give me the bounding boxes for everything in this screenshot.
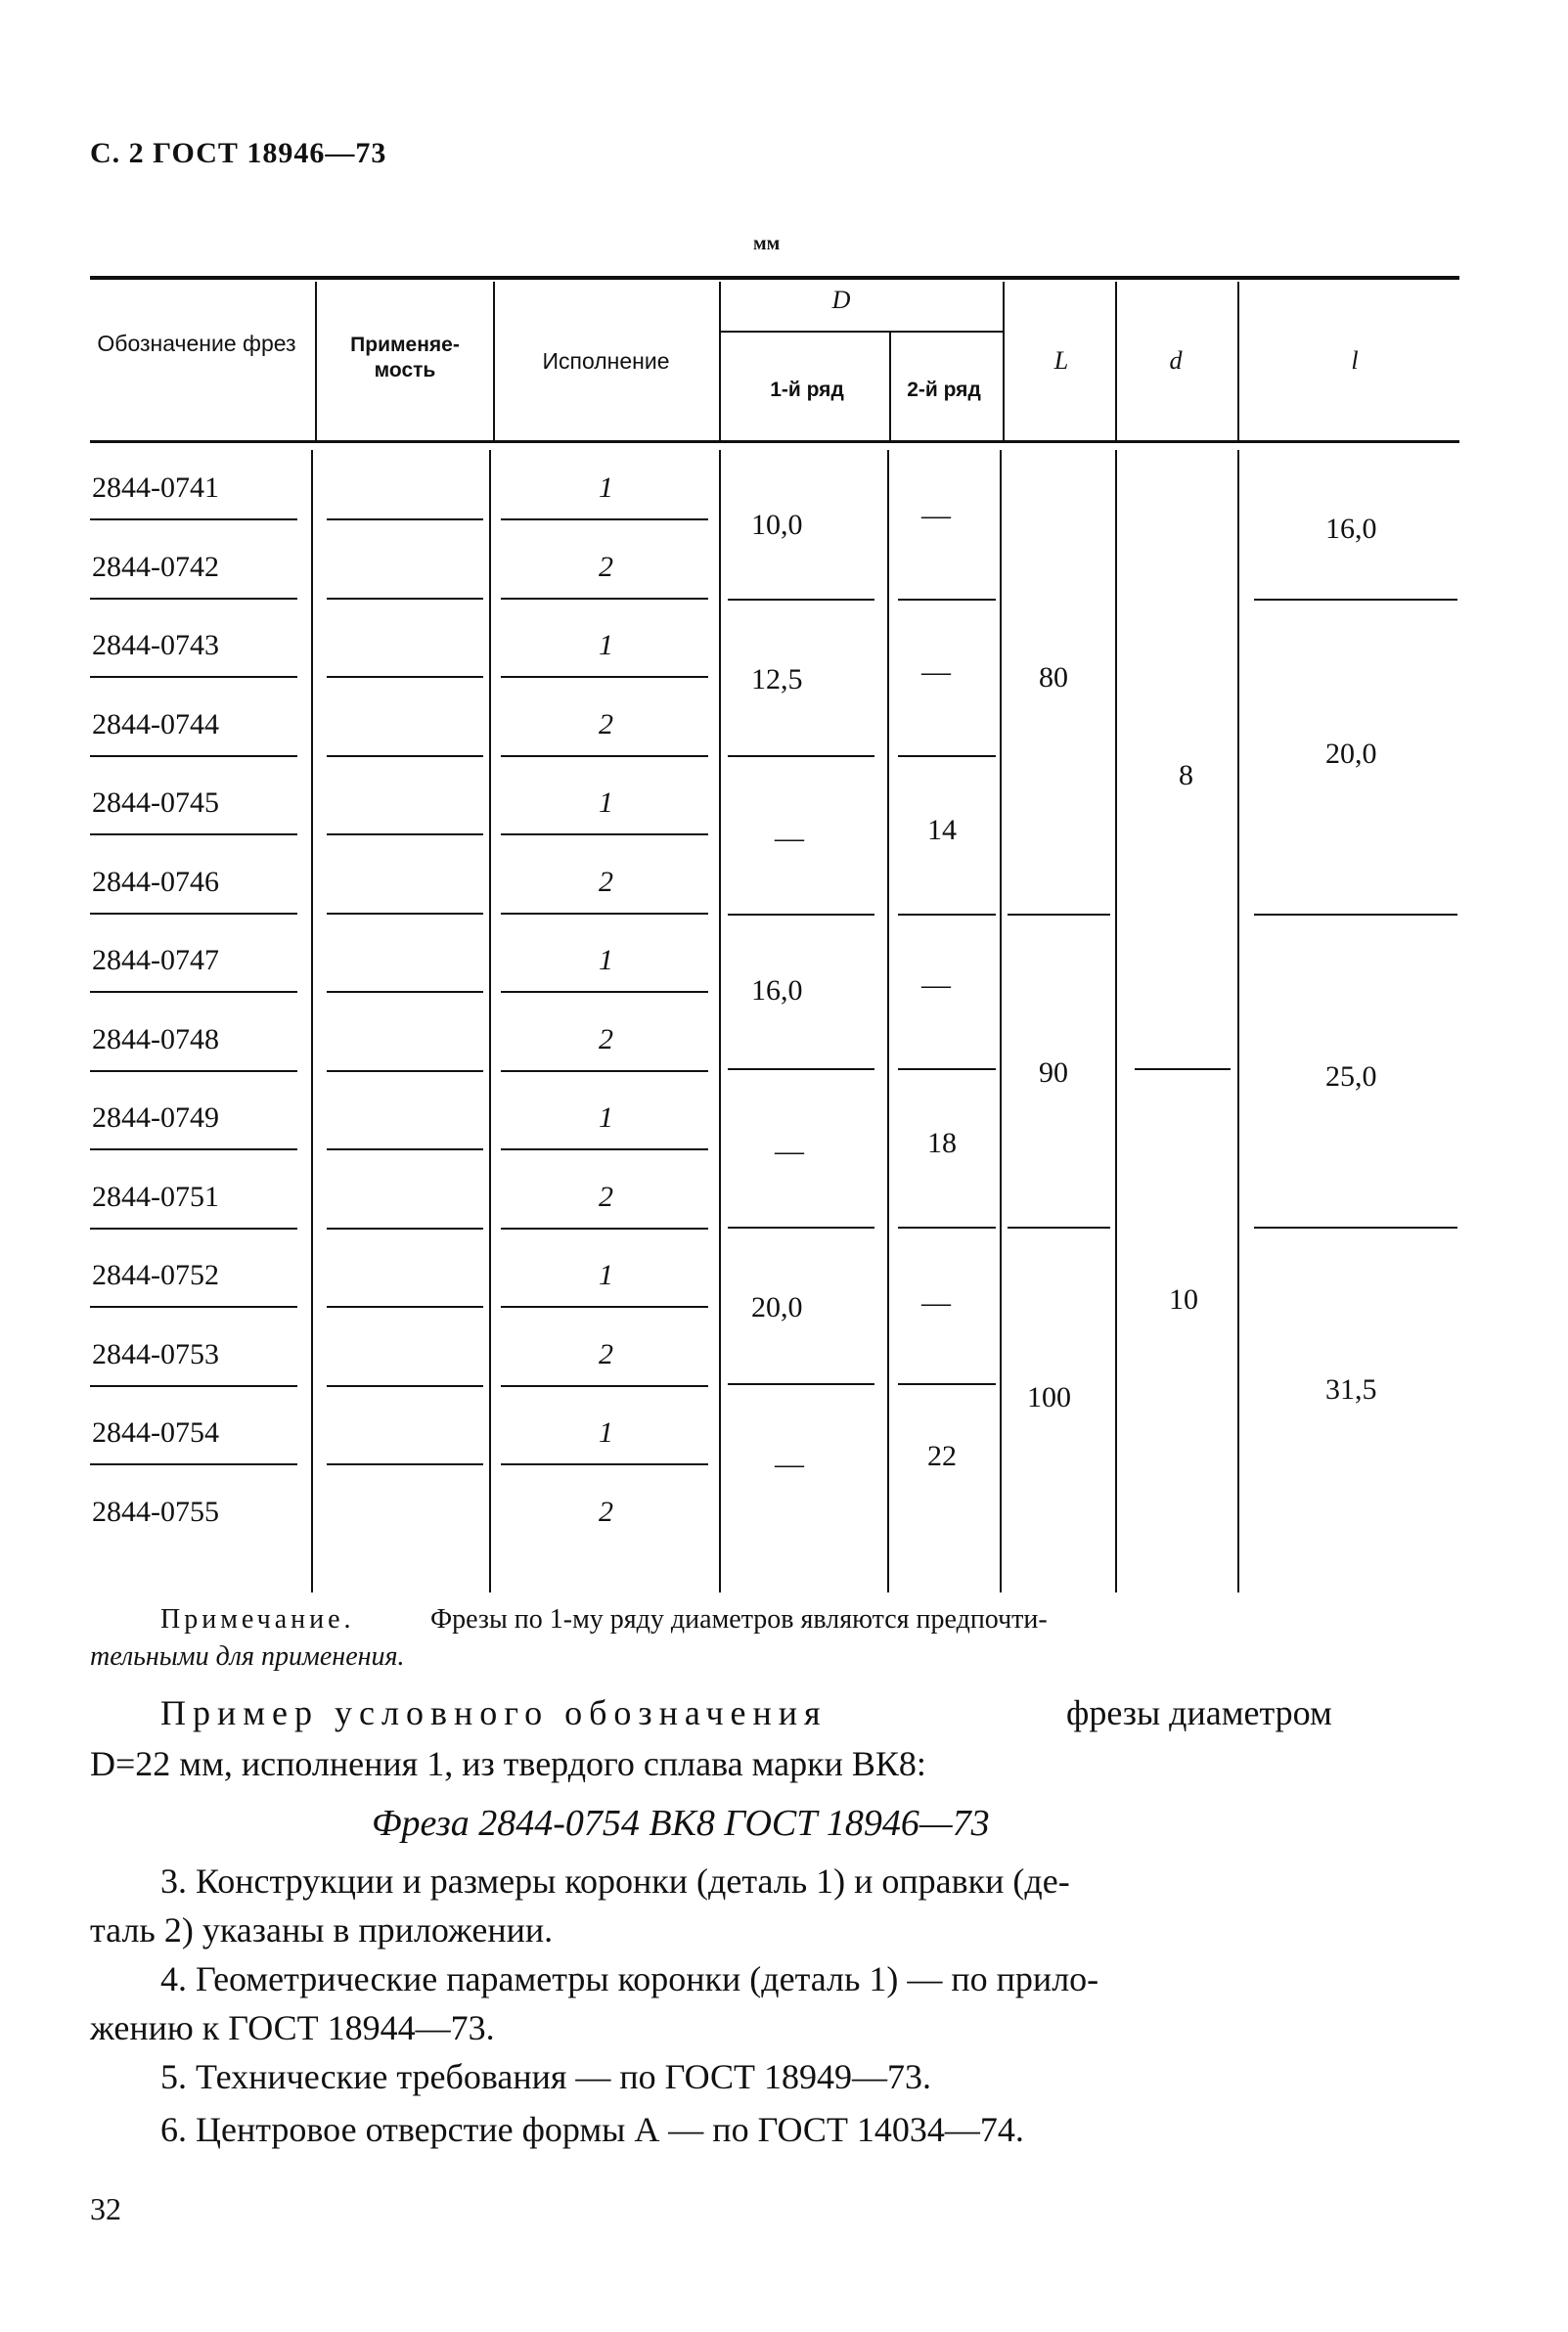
row-rule <box>501 598 708 600</box>
cell-rule <box>898 599 996 601</box>
d1-cell: 20,0 <box>751 1291 803 1323</box>
table-row-code: 2844-0747 <box>92 944 219 976</box>
cell-rule <box>1254 914 1457 916</box>
table-row-version: 1 <box>599 786 613 819</box>
row-rule <box>501 1228 708 1230</box>
l-cell: 16,0 <box>1325 513 1377 545</box>
l-cell: 20,0 <box>1325 738 1377 770</box>
col-divider <box>719 282 721 440</box>
d1-cell: — <box>775 1448 804 1480</box>
col-divider <box>1237 282 1239 440</box>
cell-rule <box>898 1227 996 1229</box>
table-row-code: 2844-0755 <box>92 1496 219 1528</box>
cell-rule <box>728 914 874 916</box>
cell-rule <box>728 1383 874 1385</box>
example-text-continuation: D=22 мм, исполнения 1, из твердого сплава марки ВК8: <box>90 1744 926 1783</box>
cell-rule <box>898 1068 996 1070</box>
row-rule <box>501 676 708 678</box>
d-cell: 8 <box>1179 759 1193 791</box>
row-rule <box>327 1070 483 1072</box>
table-row-version: 2 <box>599 708 613 740</box>
row-rule <box>90 833 297 835</box>
page-number: 32 <box>90 2191 121 2226</box>
table-row-code: 2844-0749 <box>92 1101 219 1134</box>
col-divider <box>493 282 495 440</box>
row-rule <box>90 913 297 915</box>
row-rule <box>90 1228 297 1230</box>
cell-rule <box>1254 599 1457 601</box>
note-text-continuation: тельными для применения. <box>90 1641 405 1672</box>
unit-label: мм <box>753 233 781 254</box>
row-rule <box>327 1463 483 1465</box>
row-rule <box>327 1228 483 1230</box>
col-divider <box>1115 450 1117 1592</box>
table-row-version: 1 <box>599 629 613 661</box>
cell-rule <box>728 1068 874 1070</box>
item-4: 4. Геометрические параметры коронки (деталь 1) — по прило- <box>160 1959 1099 1998</box>
col-divider <box>1000 450 1002 1592</box>
d1-cell: — <box>775 822 804 854</box>
L-cell: 90 <box>1039 1056 1068 1089</box>
table-row-version: 1 <box>599 1101 613 1134</box>
cell-rule <box>728 1227 874 1229</box>
col-divider <box>311 450 313 1592</box>
cell-rule <box>1008 914 1110 916</box>
header-d: d <box>1169 346 1183 375</box>
row-rule <box>90 1148 297 1150</box>
row-rule <box>501 833 708 835</box>
row-rule <box>327 991 483 993</box>
cell-rule <box>728 599 874 601</box>
table-row-version: 2 <box>599 1496 613 1528</box>
col-divider <box>1003 282 1005 440</box>
d1-cell: 10,0 <box>751 509 803 541</box>
col-divider <box>315 282 317 440</box>
header-L: L <box>1053 346 1069 375</box>
row-rule <box>327 1385 483 1387</box>
example-text: фрезы диаметром <box>1066 1693 1332 1732</box>
note-label: Примечание. <box>160 1604 355 1635</box>
cell-rule <box>898 914 996 916</box>
cell-rule <box>1254 1227 1457 1229</box>
row-rule <box>501 1148 708 1150</box>
row-rule <box>327 913 483 915</box>
cell-rule <box>898 755 996 757</box>
note-text: Фрезы по 1-му ряду диаметров являются предпочти- <box>430 1604 1048 1635</box>
example-lead: Пример условного обозначения <box>160 1693 828 1732</box>
header-l: l <box>1351 346 1359 375</box>
table-row-code: 2844-0742 <box>92 551 219 583</box>
row-rule <box>90 1070 297 1072</box>
row-rule <box>90 1385 297 1387</box>
l-cell: 25,0 <box>1325 1060 1377 1093</box>
example-designation: Фреза 2844-0754 ВК8 ГОСТ 18946—73 <box>372 1803 990 1844</box>
table-row-version: 1 <box>599 471 613 504</box>
row-rule <box>90 755 297 757</box>
table-row-version: 2 <box>599 866 613 898</box>
d2-cell: — <box>921 1286 951 1319</box>
row-rule <box>501 518 708 520</box>
table-row-version: 2 <box>599 1338 613 1370</box>
row-rule <box>501 755 708 757</box>
cell-rule <box>1008 1227 1110 1229</box>
row-rule <box>501 991 708 993</box>
table-row-code: 2844-0746 <box>92 866 219 898</box>
d1-cell: — <box>775 1135 804 1167</box>
row-rule <box>90 991 297 993</box>
d2-cell: 22 <box>927 1440 957 1472</box>
L-cell: 100 <box>1027 1381 1071 1413</box>
cell-rule <box>898 1383 996 1385</box>
header-designation: Обозначение фрез <box>97 331 296 356</box>
table-row-code: 2844-0753 <box>92 1338 219 1370</box>
row-rule <box>327 1148 483 1150</box>
row-rule <box>501 1463 708 1465</box>
item-5: 5. Технические требования — по ГОСТ 18949—73. <box>160 2057 932 2096</box>
row-rule <box>327 833 483 835</box>
table-row-version: 2 <box>599 1181 613 1213</box>
d2-cell: — <box>921 968 951 1001</box>
header-row2: 2-й ряд <box>907 379 981 401</box>
table-top-rule <box>90 276 1459 280</box>
table-header-rule <box>90 440 1459 443</box>
row-rule <box>501 1070 708 1072</box>
table-row-version: 1 <box>599 1259 613 1291</box>
item-6: 6. Центровое отверстие формы А — по ГОСТ 14034—74. <box>160 2110 1024 2149</box>
d-header-rule <box>720 331 1003 333</box>
d2-cell: 18 <box>927 1127 957 1159</box>
row-rule <box>327 1306 483 1308</box>
col-divider <box>1115 282 1117 440</box>
row-rule <box>327 676 483 678</box>
header-version: Исполнение <box>542 348 670 374</box>
cell-rule <box>1135 1068 1231 1070</box>
row-rule <box>90 1306 297 1308</box>
row-rule <box>90 1463 297 1465</box>
page-header: С. 2 ГОСТ 18946—73 <box>90 137 387 169</box>
row-rule <box>327 598 483 600</box>
table-row-version: 2 <box>599 1023 613 1055</box>
cell-rule <box>728 755 874 757</box>
l-cell: 31,5 <box>1325 1373 1377 1406</box>
row-rule <box>327 755 483 757</box>
row-rule <box>501 1385 708 1387</box>
header-D: D <box>831 286 851 314</box>
header-applicability: Применяе- мость <box>350 334 460 381</box>
row-rule <box>501 913 708 915</box>
col-divider <box>887 450 889 1592</box>
row-rule <box>327 518 483 520</box>
item-3: 3. Конструкции и размеры коронки (деталь 1) и оправки (де- <box>160 1861 1070 1901</box>
table-row-code: 2844-0745 <box>92 786 219 819</box>
table-row-code: 2844-0754 <box>92 1416 219 1449</box>
d-cell: 10 <box>1169 1283 1198 1316</box>
L-cell: 80 <box>1039 661 1068 694</box>
table-row-code: 2844-0741 <box>92 471 219 504</box>
header-row1: 1-й ряд <box>770 379 844 401</box>
d2-cell: — <box>921 655 951 688</box>
row-rule <box>90 676 297 678</box>
table-row-version: 2 <box>599 551 613 583</box>
row-rule <box>90 518 297 520</box>
item-3-cont: таль 2) указаны в приложении. <box>90 1910 554 1950</box>
table-row-code: 2844-0752 <box>92 1259 219 1291</box>
table-row-version: 1 <box>599 944 613 976</box>
col-divider <box>1237 450 1239 1592</box>
table-row-version: 1 <box>599 1416 613 1449</box>
item-4-cont: жению к ГОСТ 18944—73. <box>90 2008 495 2047</box>
table-row-code: 2844-0744 <box>92 708 219 740</box>
col-divider <box>489 450 491 1592</box>
table-row-code: 2844-0751 <box>92 1181 219 1213</box>
table-row-code: 2844-0743 <box>92 629 219 661</box>
d1-cell: 16,0 <box>751 974 803 1007</box>
col-divider <box>719 450 721 1592</box>
d2-cell: 14 <box>927 814 957 846</box>
row-rule <box>90 598 297 600</box>
d2-cell: — <box>921 499 951 531</box>
d1-cell: 12,5 <box>751 663 803 695</box>
table-row-code: 2844-0748 <box>92 1023 219 1055</box>
row-rule <box>501 1306 708 1308</box>
